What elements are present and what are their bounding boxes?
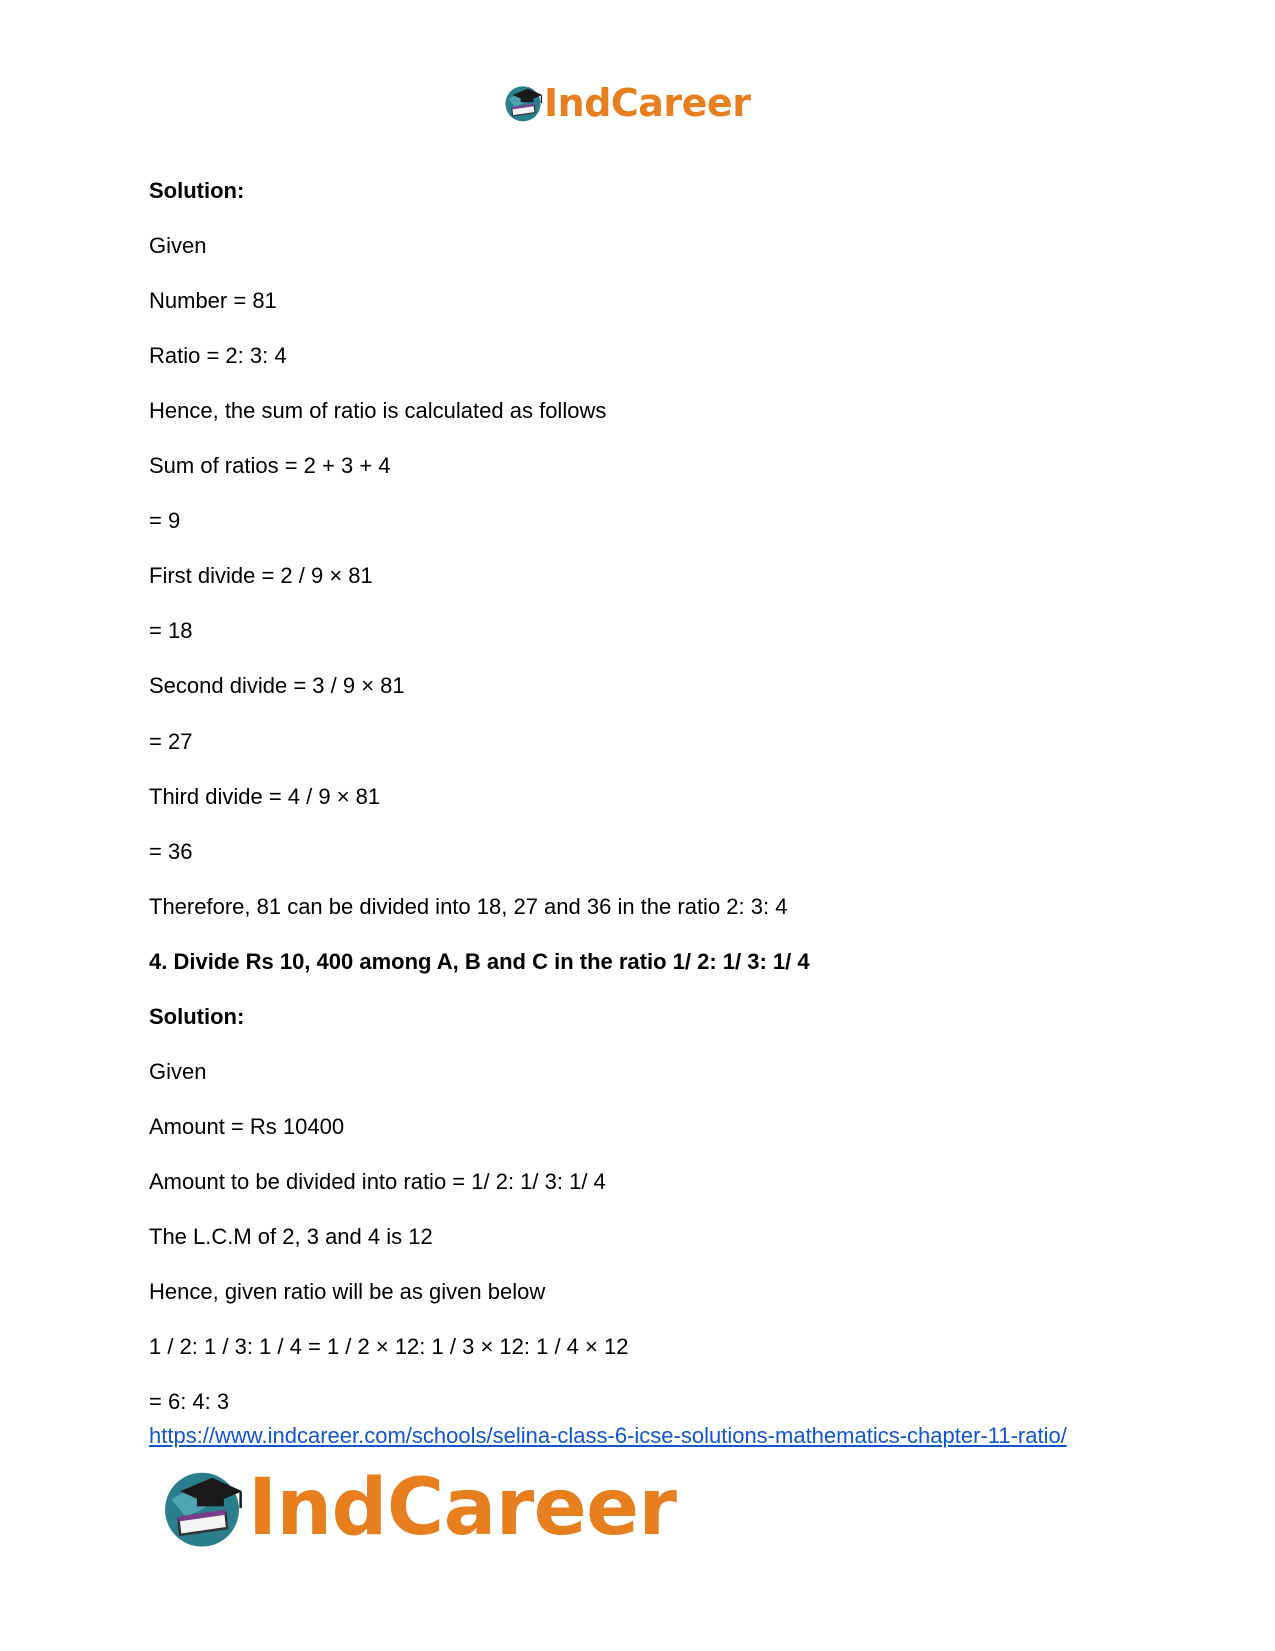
heading-line: Solution:: [149, 1003, 245, 1029]
indcareer-logo-icon: [160, 1466, 244, 1550]
heading-line: 4. Divide Rs 10, 400 among A, B and C in the ratio 1/ 2: 1/ 3: 1/ 4: [149, 948, 810, 974]
indcareer-logo-icon: [503, 83, 543, 123]
text-line: = 18: [149, 618, 193, 644]
header-logo: [503, 80, 750, 126]
text-line: = 6: 4: 3: [149, 1389, 230, 1415]
text-line: Hence, the sum of ratio is calculated as follows: [149, 398, 607, 424]
text-line: Sum of ratios = 2 + 3 + 4: [149, 453, 391, 479]
text-line: The L.C.M of 2, 3 and 4 is 12: [149, 1223, 433, 1249]
text-line: Amount to be divided into ratio = 1/ 2: 1/ 3: 1/ 4: [149, 1168, 606, 1194]
heading-line: Solution:: [149, 178, 245, 203]
text-line: Number = 81: [149, 288, 277, 314]
text-line: Amount = Rs 10400: [149, 1113, 345, 1139]
text-line: Given: [149, 233, 207, 259]
text-line: = 27: [149, 728, 193, 754]
text-line: First divide = 2 / 9 × 81: [149, 563, 373, 589]
text-line: = 9: [149, 508, 181, 534]
text-line: Ratio = 2: 3: 4: [149, 343, 287, 369]
text-line: Second divide = 3 / 9 × 81: [149, 673, 405, 699]
text-line: Therefore, 81 can be divided into 18, 27 and 36 in the ratio 2: 3: 4: [149, 893, 788, 919]
text-line: Given: [149, 1058, 207, 1084]
footer-logo: [160, 1463, 677, 1553]
text-line: Third divide = 4 / 9 × 81: [149, 783, 381, 809]
header-logo-text: IndCareer: [544, 81, 751, 125]
source-url-link[interactable]: https://www.indcareer.com/schools/selina-class-6-icse-solutions-mathematics-chapter-11-ratio/: [149, 1423, 1067, 1448]
text-line: Hence, given ratio will be as given below: [149, 1279, 546, 1304]
text-line: = 36: [149, 838, 193, 864]
footer-logo-text: IndCareer: [248, 1463, 677, 1553]
text-line: 1 / 2: 1 / 3: 1 / 4 = 1 / 2 × 12: 1 / 3 × 12: 1 / 4 × 12: [149, 1334, 629, 1360]
